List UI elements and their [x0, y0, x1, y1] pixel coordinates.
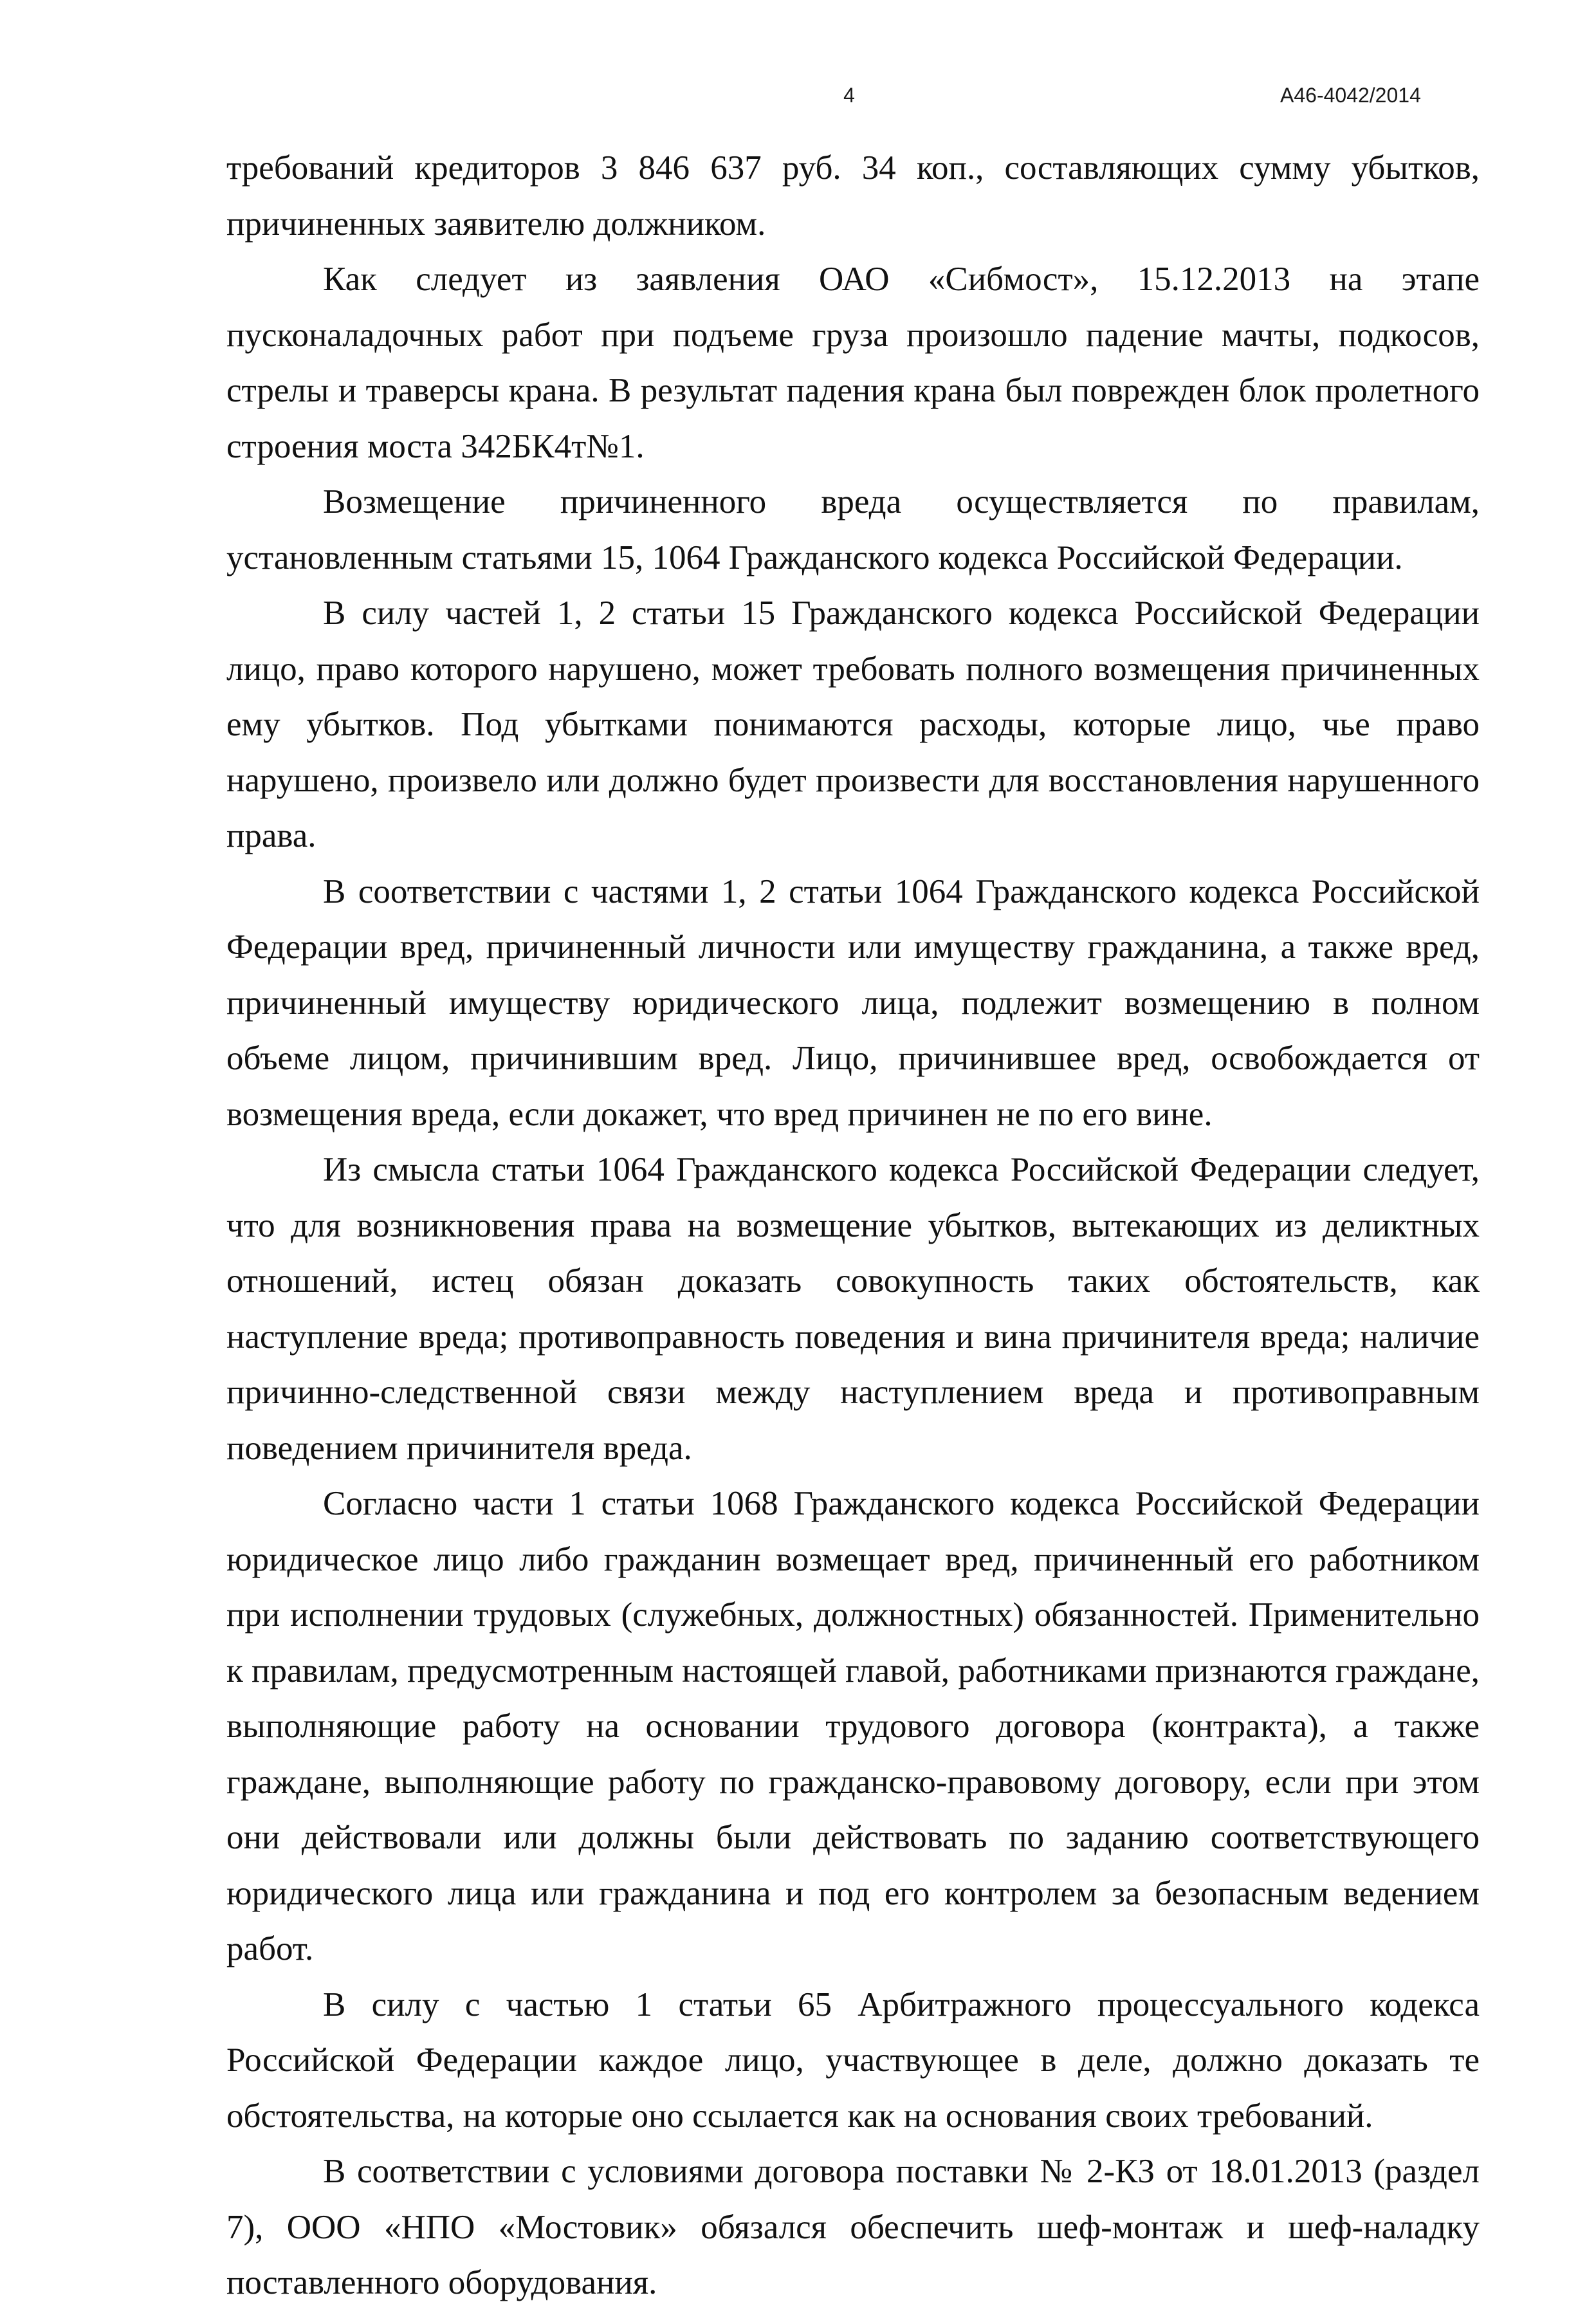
paragraph-article-15: В силу частей 1, 2 статьи 15 Гражданского кодекса Российской Федерации лицо, право которого нарушено, может требовать полного возмещения причиненных ему убытков. Под убытками понимаются расходы, которые лицо, чье право нарушено, произвело или должно будет произвести для восстановления нарушенного права.	[226, 594, 1480, 854]
paragraph-article-1064-meaning: Из смысла статьи 1064 Гражданского кодекса Российской Федерации следует, что для возникновения права на возмещение убытков, вытекающих из деликтных отношений, истец обязан доказать совокупность таких обстоятельств, как наступление вреда; противоправность поведения и вина причинителя вреда; наличие причинно-следственной связи между наступлением вреда и противоправным поведением причинителя вреда.	[226, 1151, 1480, 1467]
paragraph-article-65-apk: В силу с частью 1 статьи 65 Арбитражного процессуального кодекса Российской Федерации каждое лицо, участвующее в деле, должно доказать те обстоятельства, на которые оно ссылается как на основания своих требований.	[226, 1985, 1480, 2135]
paragraph-damage-compensation: Возмещение причиненного вреда осуществляется по правилам, установленным статьями 15, 1064 Гражданского кодекса Российской Федерации.	[226, 483, 1480, 576]
paragraph-supply-contract: В соответствии с условиями договора поставки № 2-КЗ от 18.01.2013 (раздел 7), ООО «НПО «Мостовик» обязался обеспечить шеф-монтаж и шеф-наладку поставленного оборудования.	[226, 2153, 1480, 2301]
paragraph-article-1068: Согласно части 1 статьи 1068 Гражданского кодекса Российской Федерации юридическое лицо либо гражданин возмещает вред, причиненный его работником при исполнении трудовых (служебных, должностных) обязанностей. Применительно к правилам, предусмотренным настоящей главой, работниками признаются граждане, выполняющие работу на основании трудового договора (контракта), а также граждане, выполняющие работу по гражданско-правовому договору, если при этом они действовали или должны были действовать по заданию соответствующего юридического лица или гражданина и под его контролем за безопасным ведением работ.	[226, 1485, 1480, 1967]
page-number: 4	[843, 84, 855, 107]
case-number: А46-4042/2014	[1280, 84, 1421, 107]
paragraph-article-1064: В соответствии с частями 1, 2 статьи 1064 Гражданского кодекса Российской Федерации вред, причиненный личности или имуществу гражданина, а также вред, причиненный имуществу юридического лица, подлежит возмещению в полном объеме лицом, причинившим вред. Лицо, причинившее вред, освобождается от возмещения вреда, если докажет, что вред причинен не по его вине.	[226, 872, 1480, 1133]
paragraph-sibmost-statement: Как следует из заявления ОАО «Сибмост», 15.12.2013 на этапе пусконаладочных работ при подъеме груза произошло падение мачты, подкосов, стрелы и траверсы крана. В результат падения крана был поврежден блок пролетного строения моста 342БК4т№1.	[226, 261, 1480, 465]
paragraph-continuation: требований кредиторов 3 846 637 руб. 34 коп., составляющих сумму убытков, причиненных заявителю должником.	[226, 149, 1480, 243]
document-body	[226, 140, 1480, 2311]
